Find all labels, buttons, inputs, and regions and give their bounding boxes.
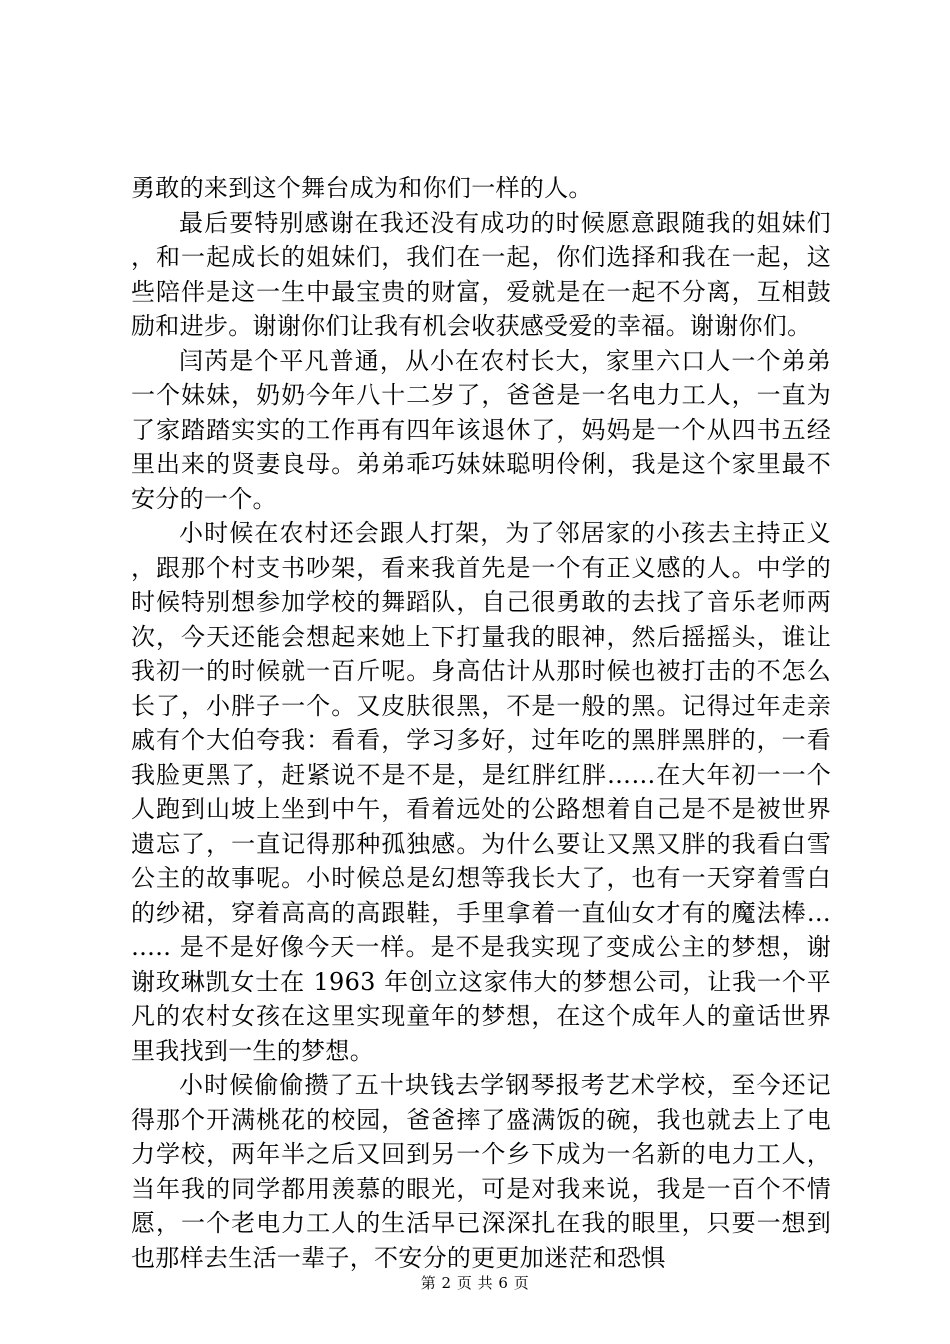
page-footer: 第 2 页 共 6 页 <box>420 1274 530 1292</box>
document-body <box>131 171 831 1275</box>
paragraph-continuation: 勇敢的来到这个舞台成为和你们一样的人。 <box>131 174 593 202</box>
paragraph-family: 闫芮是个平凡普通，从小在农村长大，家里六口人一个弟弟一个妹妹，奶奶今年八十二岁了，爸爸是一名电力工人，一直为了家踏踏实实的工作再有四年该退休了，妈妈是一个从四书五经里出来的贤妻良母。弟弟乖巧妹妹聪明伶俐，我是这个家里最不安分的一个。 <box>131 346 831 513</box>
paragraph-childhood: 小时候在农村还会跟人打架，为了邻居家的小孩去主持正义，跟那个村支书吵架，看来我首先是一个有正义感的人。中学的时候特别想参加学校的舞蹈队，自己很勇敢的去找了音乐老师两次，今天还能会想起来她上下打量我的眼神，然后摇摇头，谁让我初一的时候就一百斤呢。身高估计从那时候也被打击的不怎么长了，小胖子一个。又皮肤很黑，不是一般的黑。记得过年走亲戚有个大伯夸我：看看，学习多好，过年吃的黑胖黑胖的，一看我脸更黑了，赶紧说不是不是，是红胖红胖……在大年初一一个人跑到山坡上坐到中午，看着远处的公路想着自己是不是被世界遗忘了，一直记得那种孤独感。为什么要让又黑又胖的我看白雪公主的故事呢。小时候总是幻想等我长大了，也有一天穿着雪白的纱裙，穿着高高的高跟鞋，手里拿着一直仙女才有的魔法棒…….. 是不是好像今天一样。是不是我实现了变成公主的梦想，谢谢玫琳凯女士在 1963 年创立这家伟大的梦想公司，让我一个平凡的农村女孩在这里实现童年的梦想，在这个成年人的童话世界里我找到一生的梦想。 <box>131 519 831 1065</box>
paragraph-thanks: 最后要特别感谢在我还没有成功的时候愿意跟随我的姐妹们，和一起成长的姐妹们，我们在一起，你们选择和我在一起，这些陪伴是这一生中最宝贵的财富，爱就是在一起不分离，互相鼓励和进步。谢谢你们让我有机会收获感受爱的幸福。谢谢你们。 <box>131 208 831 340</box>
paragraph-school: 小时候偷偷攒了五十块钱去学钢琴报考艺术学校，至今还记得那个开满桃花的校园，爸爸摔了盛满饭的碗，我也就去上了电力学校，两年半之后又回到另一个乡下成为一名新的电力工人，当年我的同学都用羡慕的眼光，可是对我来说，我是一百个不情愿，一个老电力工人的生活早已深深扎在我的眼里，只要一想到也那样去生活一辈子，不安分的更更加迷茫和恐惧 <box>131 1071 831 1272</box>
